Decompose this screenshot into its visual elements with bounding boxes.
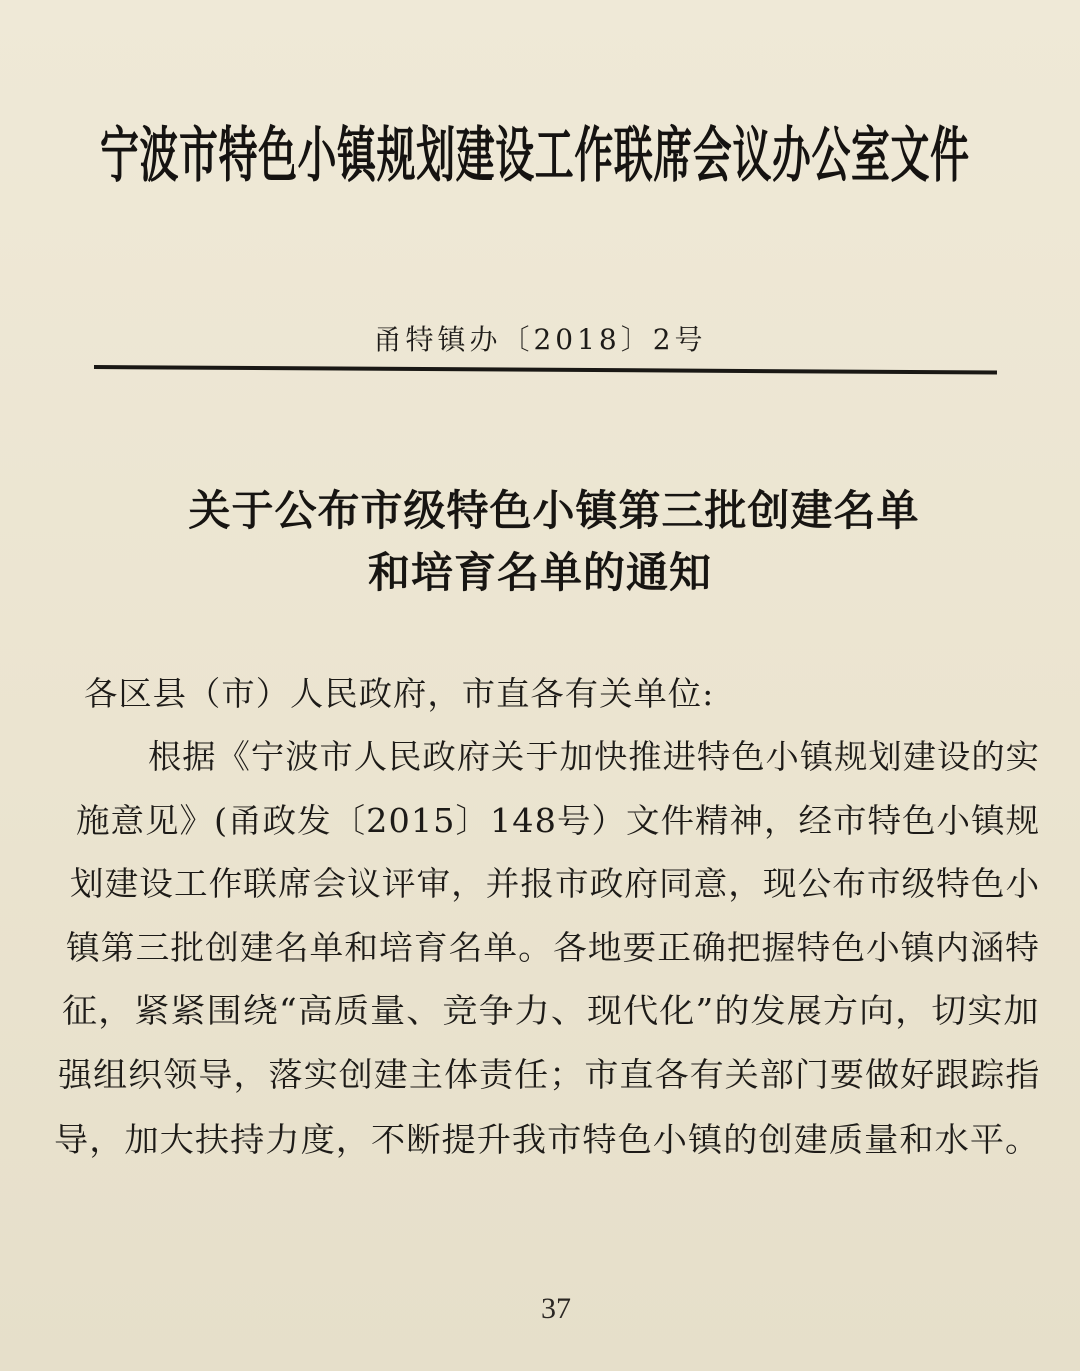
header-divider [94, 365, 997, 375]
salutation: 各区县（市）人民政府，市直各有关单位: [84, 674, 715, 713]
document-number: 甬特镇办〔2018〕2号 [373, 323, 707, 356]
notice-title-line-2: 和培育名单的通知 [367, 548, 712, 597]
body-paragraph-line: 强组织领导，落实创建主体责任；市直各有关部门要做好跟踪指 [58, 1055, 1041, 1094]
body-paragraph-line: 划建设工作联席会议评审，并报市政府同意，现公布市级特色小 [70, 864, 1041, 903]
body-paragraph-line: 根据《宁波市人民政府关于加快推进特色小镇规划建设的实 [148, 737, 1040, 776]
issuer-title: 宁波市特色小镇规划建设工作联席会议办公室文件 [100, 121, 970, 191]
body-paragraph-line: 征，紧紧围绕“高质量、竞争力、现代化”的发展方向，切实加 [62, 991, 1040, 1030]
page-number: 37 [541, 1292, 571, 1325]
body-paragraph-line: 镇第三批创建名单和培育名单。各地要正确把握特色小镇内涵特 [66, 928, 1040, 967]
body-paragraph-line: 导，加大扶持力度，不断提升我市特色小镇的创建质量和水平。 [54, 1120, 1041, 1159]
body-paragraph-line: 施意见》(甬政发〔2015〕148号）文件精神，经市特色小镇规 [76, 801, 1041, 840]
notice-title-line-1: 关于公布市级特色小镇第三批创建名单 [188, 486, 920, 535]
